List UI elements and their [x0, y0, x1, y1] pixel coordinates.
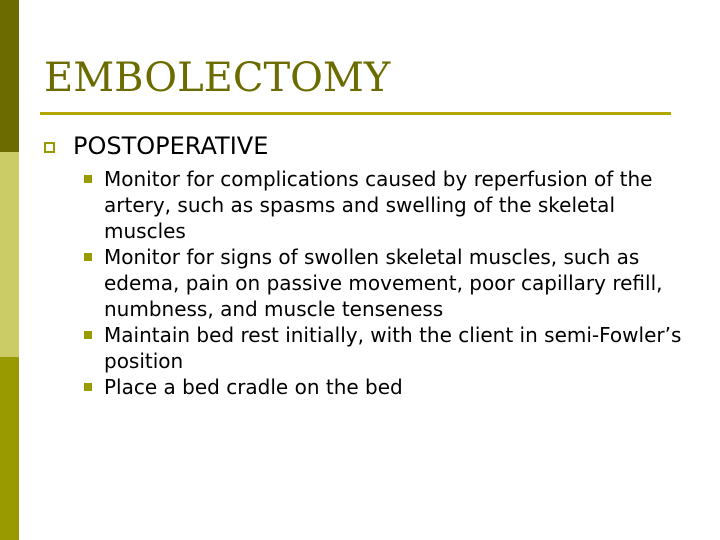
list-item — [84, 166, 684, 244]
list-item — [84, 322, 684, 374]
filled-square-bullet-icon — [84, 331, 92, 339]
side-bar-segment-bottom — [0, 357, 19, 540]
section-heading: POSTOPERATIVE — [73, 132, 269, 160]
list-item-text: Place a bed cradle on the bed — [104, 375, 403, 399]
title-divider — [40, 112, 671, 115]
filled-square-bullet-icon — [84, 175, 92, 183]
side-bar-segment-top — [0, 0, 19, 152]
list-item-text: Maintain bed rest initially, with the client in semi-Fowler’s position — [104, 323, 682, 373]
bullet-list — [84, 166, 684, 400]
filled-square-bullet-icon — [84, 253, 92, 261]
list-item — [84, 244, 684, 322]
list-item — [84, 374, 684, 400]
slide-title: EMBOLECTOMY — [44, 55, 391, 101]
filled-square-bullet-icon — [84, 383, 92, 391]
decorative-side-bar — [0, 0, 19, 540]
list-item-text: Monitor for complications caused by reperfusion of the artery, such as spasms and swelling of the skeletal muscles — [104, 167, 653, 243]
side-bar-segment-middle — [0, 152, 19, 357]
hollow-square-bullet-icon — [44, 142, 55, 153]
list-item-text: Monitor for signs of swollen skeletal muscles, such as edema, pain on passive movement, poor capillary refill, numbness, and muscle tenseness — [104, 245, 663, 321]
